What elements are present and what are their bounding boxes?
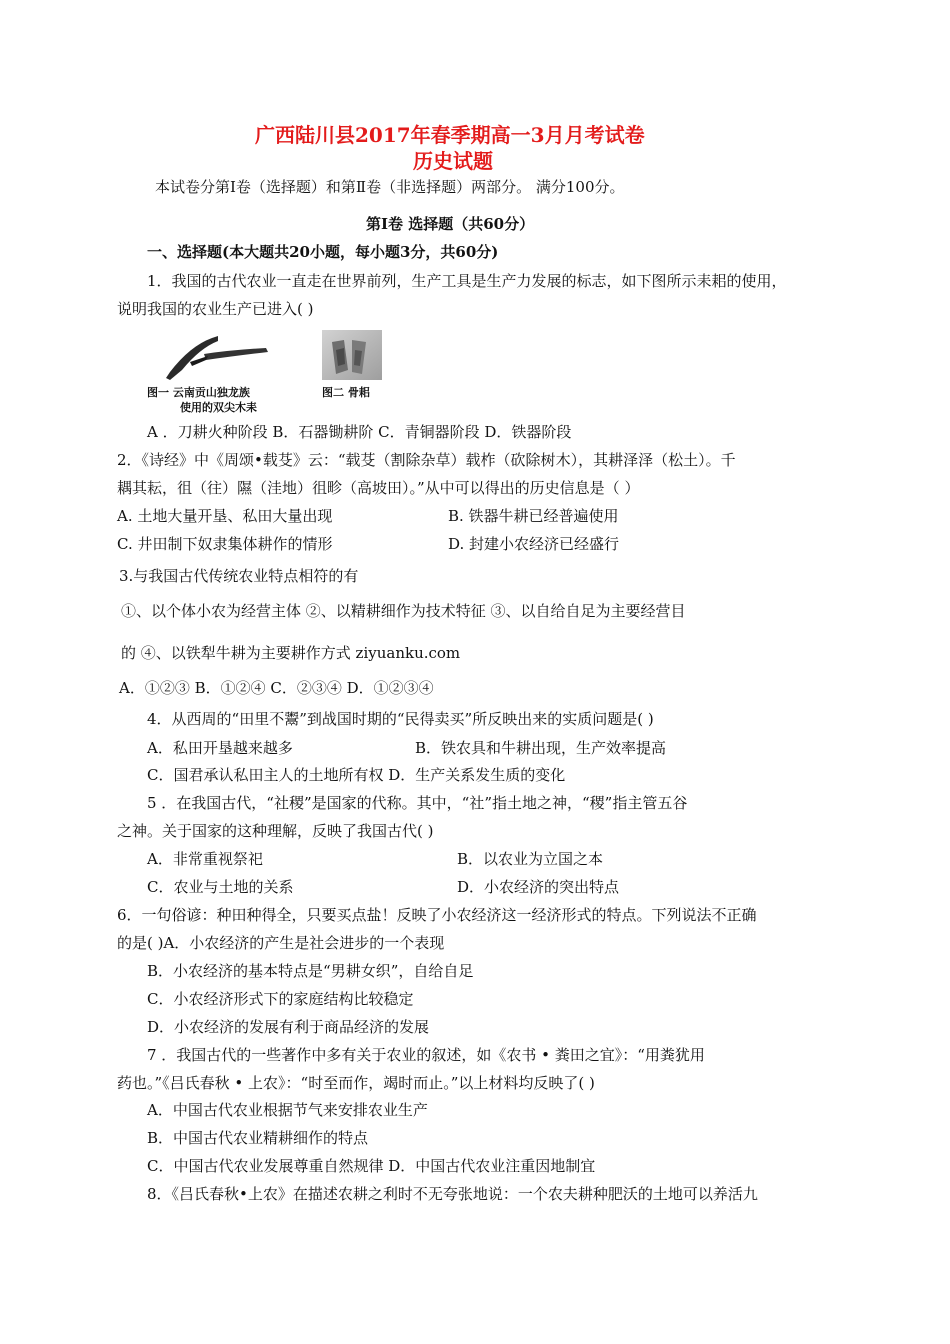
q1-options: A ．刀耕火种阶段 B．石器锄耕阶 C．青铜器阶段 D．铁器阶段 [147,423,572,441]
q1-stem-line2: 说明我国的农业生产已进入( ) [117,300,314,318]
fig1-caption-line2: 使用的双尖木耒 [180,401,257,414]
q3-items-line2: 的 ④、以铁犁牛耕为主要耕作方式 ziyuanku.com [121,644,461,662]
q3-items-line1: ①、以个体小农为经营主体 ②、以精耕细作为技术特征 ③、以自给自足为主要经营目 [121,602,686,620]
q4-option-a: A．私田开垦越来越多 [147,739,293,757]
q2-option-d: D. 封建小农经济已经盛行 [448,535,620,553]
q2-option-a: A. 土地大量开垦、私田大量出现 [117,507,333,525]
q2-option-c: C. 井田制下奴隶集体耕作的情形 [117,535,333,553]
q5-stem-line1: 5 ．在我国古代，“社稷”是国家的代称。其中，“社”指土地之神，“稷”指主管五谷 [147,794,688,812]
section-heading: 第Ⅰ卷 选择题（共60分） [366,215,535,233]
q5-option-a: A．非常重视祭祀 [147,850,263,868]
q4-options-cd: C．国君承认私田主人的土地所有权 D．生产关系发生质的变化 [147,766,566,784]
q6-stem-line2: 的是( )A．小农经济的产生是社会进步的一个表现 [117,934,445,952]
q6-option-b: B．小农经济的基本特点是“男耕女织”，自给自足 [147,962,474,980]
q7-options-cd: C．中国古代农业发展尊重自然规律 D．中国古代农业注重因地制宜 [147,1157,596,1175]
q7-option-a: A．中国古代农业根据节气来安排农业生产 [147,1101,428,1119]
q2-stem-line1: 2．《诗经》中《周颂•载芟》云：“载芟（割除杂草）载柞（砍除树木），其耕泽泽（松土）。千 [117,451,736,469]
fig2-caption: 图二 骨耜 [322,386,370,399]
q7-option-b: B．中国古代农业精耕细作的特点 [147,1129,369,1147]
q8-stem-line1: 8．《吕氏春秋•上农》在描述农耕之利时不无夸张地说：一个农夫耕种肥沃的土地可以养活九 [147,1185,758,1203]
q6-stem-line1: 6．一句俗谚：种田种得全，只要买点盐！反映了小农经济这一经济形式的特点。下列说法不正确 [117,906,757,924]
exam-intro: 本试卷分第Ⅰ卷（选择题）和第Ⅱ卷（非选择题）两部分。 满分100分。 [155,178,625,196]
wooden-plough-figure [160,332,272,382]
q7-stem-line2: 药也。”《吕氏春秋 • 上农》：“时至而作，竭时而止。”以上材料均反映了( ) [117,1074,595,1092]
q7-stem-line1: 7 ．我国古代的一些著作中多有关于农业的叙述，如《农书 • 粪田之宜》：“用粪犹用 [147,1046,705,1064]
q5-option-c: C．农业与土地的关系 [147,878,294,896]
exam-subtitle: 历史试题 [413,149,493,173]
exam-title: 广西陆川县2017年春季期高一3月月考试卷 [255,123,645,147]
q5-stem-line2: 之神。关于国家的这种理解，反映了我国古代( ) [117,822,434,840]
section-subheading: 一、选择题(本大题共20小题，每小题3分，共60分) [147,243,499,261]
q3-options: A．①②③ B．①②④ C．②③④ D．①②③④ [119,679,434,697]
q6-option-d: D．小农经济的发展有利于商品经济的发展 [147,1018,430,1036]
q1-stem-line1: 1．我国的古代农业一直走在世界前列，生产工具是生产力发展的标志，如下图所示耒耜的使用， [147,272,787,290]
q5-option-d: D．小农经济的突出特点 [457,878,620,896]
q2-stem-line2: 耦其耘，徂（往）隰（洼地）徂畛（高坡田）。”从中可以得出的历史信息是（ ） [117,479,640,497]
q4-option-b: B．铁农具和牛耕出现，生产效率提高 [415,739,667,757]
q6-option-c: C．小农经济形式下的家庭结构比较稳定 [147,990,414,1008]
fig1-caption-line1: 图一 云南贡山独龙族 [147,386,250,399]
q3-stem: 3.与我国古代传统农业特点相符的有 [119,567,359,585]
q5-option-b: B．以农业为立国之本 [457,850,604,868]
q2-option-b: B. 铁器牛耕已经普遍使用 [448,507,619,525]
q4-stem: 4．从西周的“田里不鬻”到战国时期的“民得卖买”所反映出来的实质问题是( ) [147,710,654,728]
bone-spade-photo [322,330,382,380]
